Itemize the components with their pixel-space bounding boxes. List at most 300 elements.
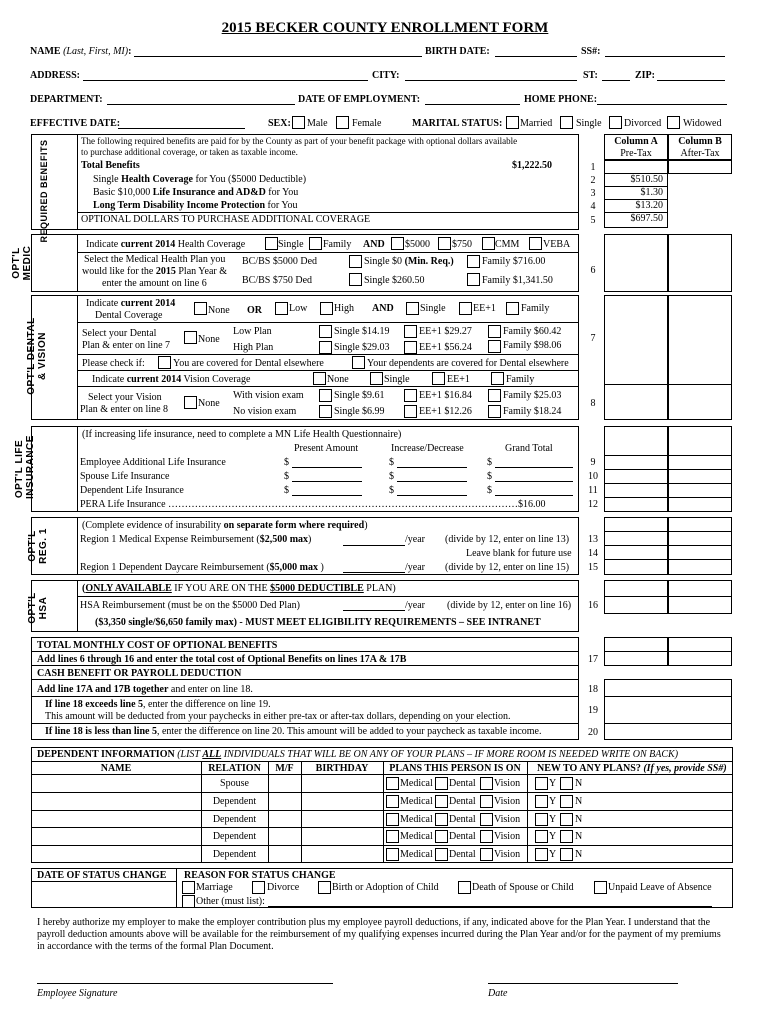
yes-label: Y xyxy=(549,831,557,843)
unpaid-leave-checkbox[interactable] xyxy=(594,881,607,894)
col-a-line-5: $697.50 xyxy=(604,212,668,228)
optional-dollars-row: OPTIONAL DOLLARS TO PURCHASE ADDITIONAL COVERAGE xyxy=(81,214,371,225)
column-a-sub: Pre-Tax xyxy=(620,148,652,159)
without-ee1-checkbox[interactable] xyxy=(404,405,417,418)
ssn-field[interactable] xyxy=(605,56,725,57)
dollar-sign: $ xyxy=(284,471,289,482)
col-a-line-11[interactable] xyxy=(604,483,668,498)
per-year-label: /year xyxy=(405,600,425,611)
employment-date-label: DATE OF EMPLOYMENT: xyxy=(298,94,421,105)
line-number: 3 xyxy=(590,188,596,199)
dental-side-label: OPT'L DENTAL & VISION xyxy=(26,317,48,395)
col-b-line-10[interactable] xyxy=(668,469,732,484)
low-ee1-checkbox[interactable] xyxy=(404,325,417,338)
dental-plan-none-label: None xyxy=(198,334,220,345)
col-a-life-blank xyxy=(604,426,668,456)
birth-adoption-checkbox[interactable] xyxy=(318,881,331,894)
line-number: 7 xyxy=(590,333,596,344)
department-field[interactable] xyxy=(107,104,295,105)
plan-checkbox[interactable] xyxy=(435,795,448,808)
dental-none-checkbox[interactable] xyxy=(194,302,207,315)
hsa-field[interactable] xyxy=(343,610,405,611)
medical-select-2: would like for the 2015 Plan Year & xyxy=(82,266,227,277)
single-260-checkbox[interactable] xyxy=(349,273,362,286)
vision-select-1: Select your Vision xyxy=(88,392,162,403)
plan-label: Medical xyxy=(400,795,433,807)
col-b-hsa-blank xyxy=(668,580,732,597)
veba-label: VEBA xyxy=(543,239,571,250)
relation-cell: Spouse xyxy=(220,778,249,789)
dental-none-label: None xyxy=(208,305,230,316)
increase-field[interactable] xyxy=(397,495,467,496)
col-a-line-12[interactable] xyxy=(604,497,668,512)
new-yes-checkbox[interactable] xyxy=(535,795,548,808)
add-17a-17b: Add line 17A and 17B together and enter on line 18. xyxy=(37,684,253,695)
with-family-checkbox[interactable] xyxy=(488,389,501,402)
dental-family-checkbox[interactable] xyxy=(506,302,519,315)
col-a-hsa-blank xyxy=(604,580,668,597)
line-number: 12 xyxy=(588,499,598,510)
vision-select-2: Plan & enter on line 8 xyxy=(80,404,169,415)
yes-label: Y xyxy=(549,849,557,861)
increase-field[interactable] xyxy=(397,481,467,482)
new-no-checkbox[interactable] xyxy=(560,813,573,826)
without-family-label: Family $18.24 xyxy=(503,406,562,417)
low-family-label: Family $60.42 xyxy=(503,326,562,337)
col-b-line-11[interactable] xyxy=(668,483,732,498)
female-label: Female xyxy=(352,118,382,129)
vision-single-label: Single xyxy=(384,374,410,385)
with-exam-label: With vision exam xyxy=(233,390,304,401)
marriage-label: Marriage xyxy=(196,882,233,893)
zip-field[interactable] xyxy=(657,80,725,81)
line-18-less: If line 18 is less than line 5, enter the difference on line 20. This amount will be added to your paycheck as taxable income. xyxy=(45,726,542,737)
col-a-total-blank xyxy=(604,637,668,652)
plan-checkbox[interactable] xyxy=(435,830,448,843)
life-side-label: OPT'L LIFE INSURANCE xyxy=(14,435,36,499)
dependents-title: DEPENDENT INFORMATION (LIST ALL INDIVIDUALS THAT WILL BE ON ANY OF YOUR PLANS – IF MORE ROOM IS NEEDED WRITE ON BACK) xyxy=(37,749,679,760)
line-number: 18 xyxy=(588,684,598,695)
ded-5000-checkbox[interactable] xyxy=(391,237,404,250)
med-family-checkbox[interactable] xyxy=(309,237,322,250)
divide-line-15: (divide by 12, enter on line 15) xyxy=(445,562,570,573)
death-checkbox[interactable] xyxy=(458,881,471,894)
employment-date-field[interactable] xyxy=(425,104,520,105)
vision-family-checkbox[interactable] xyxy=(491,372,504,385)
without-family-checkbox[interactable] xyxy=(488,405,501,418)
new-no-checkbox[interactable] xyxy=(560,848,573,861)
without-single-checkbox[interactable] xyxy=(319,405,332,418)
male-checkbox[interactable] xyxy=(292,116,305,129)
and-label: AND xyxy=(363,239,385,250)
col-b-line-14[interactable] xyxy=(668,545,732,560)
state-label: ST: xyxy=(583,70,598,81)
med-single-label: Single xyxy=(278,239,304,250)
plan-label: Vision xyxy=(494,795,521,807)
col-a-line-8[interactable] xyxy=(604,384,668,420)
signature-field[interactable] xyxy=(37,983,333,984)
female-checkbox[interactable] xyxy=(336,116,349,129)
plan-checkbox[interactable] xyxy=(480,830,493,843)
medical-indicate: Indicate current 2014 Health Coverage xyxy=(86,239,246,250)
line-number: 5 xyxy=(590,215,596,226)
authorization-line-3: in accordance with the terms of the formal Plan Document. xyxy=(37,941,274,952)
line-number: 1 xyxy=(590,162,596,173)
plan-checkbox[interactable] xyxy=(435,777,448,790)
present-amount-field[interactable] xyxy=(292,467,362,468)
per-year-label: /year xyxy=(405,534,425,545)
dollar-sign: $ xyxy=(284,485,289,496)
plan-label: Dental xyxy=(449,849,476,861)
status-reason-header: REASON FOR STATUS CHANGE xyxy=(184,870,336,881)
col-a-line-6[interactable] xyxy=(604,234,668,292)
plan-label: Medical xyxy=(400,849,433,861)
please-check-label: Please check if: xyxy=(82,358,145,369)
dental-high-label: High xyxy=(334,303,354,314)
high-family-label: Family $98.06 xyxy=(503,340,562,351)
zip-label: ZIP: xyxy=(635,70,655,81)
death-label: Death of Spouse or Child xyxy=(472,882,574,893)
without-ee1-label: EE+1 $12.26 xyxy=(419,406,472,417)
line-18-field[interactable] xyxy=(604,679,732,697)
new-no-checkbox[interactable] xyxy=(560,830,573,843)
dollar-sign: $ xyxy=(487,471,492,482)
col-a-line-7[interactable] xyxy=(604,295,668,385)
plan-checkbox[interactable] xyxy=(435,813,448,826)
dental-high-checkbox[interactable] xyxy=(320,302,333,315)
dental-ee1-label: EE+1 xyxy=(473,303,496,314)
col-a-line-14[interactable] xyxy=(604,545,668,560)
plan-label: Medical xyxy=(400,813,433,825)
home-phone-field[interactable] xyxy=(597,104,727,105)
col-a-line-15[interactable] xyxy=(604,559,668,575)
health-coverage-row: Single Health Coverage for You ($5000 Deductible) xyxy=(93,174,307,185)
new-yes-checkbox[interactable] xyxy=(535,830,548,843)
col-b-cell xyxy=(668,160,732,174)
col-a-line-13[interactable] xyxy=(604,531,668,546)
high-ee1-checkbox[interactable] xyxy=(404,341,417,354)
total-benefits-value: $1,222.50 xyxy=(512,160,552,171)
hsa-max-note: ($3,350 single/$6,650 family max) - MUST MEET ELIGIBILITY REQUIREMENTS – SEE INTRANET xyxy=(95,617,541,628)
low-family-checkbox[interactable] xyxy=(488,325,501,338)
with-ee1-label: EE+1 $16.84 xyxy=(419,390,472,401)
col-a-line-16[interactable] xyxy=(604,596,668,614)
plan-checkbox[interactable] xyxy=(435,848,448,861)
dental-low-label: Low xyxy=(289,303,308,314)
new-no-checkbox[interactable] xyxy=(560,777,573,790)
col-b-line-15[interactable] xyxy=(668,559,732,575)
column-a-title: Column A xyxy=(614,136,658,147)
col-name: NAME xyxy=(100,763,132,774)
line-number: 8 xyxy=(590,398,596,409)
increase-field[interactable] xyxy=(397,467,467,468)
line-number: 4 xyxy=(590,201,596,212)
col-a-line-4: $13.20 xyxy=(604,199,668,213)
cmm-checkbox[interactable] xyxy=(482,237,495,250)
spouse-life-label: Spouse Life Insurance xyxy=(80,471,170,482)
widowed-label: Widowed xyxy=(683,118,722,129)
plan-checkbox[interactable] xyxy=(386,813,399,826)
new-yes-checkbox[interactable] xyxy=(535,777,548,790)
with-ee1-checkbox[interactable] xyxy=(404,389,417,402)
new-yes-checkbox[interactable] xyxy=(535,813,548,826)
plan-checkbox[interactable] xyxy=(386,830,399,843)
vision-plan-none-checkbox[interactable] xyxy=(184,396,197,409)
medical-select-1: Select the Medical Health Plan you xyxy=(84,254,226,265)
line-number: 13 xyxy=(588,534,598,545)
ssn-label: SS#: xyxy=(581,46,601,57)
vision-ee1-label: EE+1 xyxy=(447,374,470,385)
col-mf: M/F xyxy=(275,763,294,774)
dental-indicate-2: Dental Coverage xyxy=(95,310,163,321)
veba-checkbox[interactable] xyxy=(529,237,542,250)
dollar-sign: $ xyxy=(389,485,394,496)
line-number: 15 xyxy=(588,562,598,573)
deduction-note: This amount will be deducted from your paychecks in either pre-tax or after-tax dollars, depending on your election. xyxy=(45,711,511,722)
med-single-checkbox[interactable] xyxy=(265,237,278,250)
dental-low-checkbox[interactable] xyxy=(275,302,288,315)
add-lines-6-16: Add lines 6 through 16 and enter the total cost of Optional Benefits on lines 17A & 17B xyxy=(37,654,407,665)
family-716-label: Family $716.00 xyxy=(482,256,546,267)
male-label: Male xyxy=(307,118,328,129)
column-b-title: Column B xyxy=(678,136,722,147)
col-b-line-16[interactable] xyxy=(668,596,732,614)
region1-daycare-field[interactable] xyxy=(343,572,405,573)
dental-select-1: Select your Dental xyxy=(82,328,157,339)
col-b-reg-blank xyxy=(668,517,732,532)
address-field[interactable] xyxy=(83,80,368,81)
plan-label: Dental xyxy=(449,778,476,789)
dental-plan-none-checkbox[interactable] xyxy=(184,331,197,344)
yes-label: Y xyxy=(549,813,557,825)
plan-label: Vision xyxy=(494,849,521,861)
plan-checkbox[interactable] xyxy=(386,777,399,790)
col-birthday: BIRTHDAY xyxy=(315,763,369,774)
vision-none-label: None xyxy=(327,374,349,385)
single-0-label: Single $0 (Min. Req.) xyxy=(364,256,454,267)
plan-label: Dental xyxy=(449,813,476,825)
ded-750-checkbox[interactable] xyxy=(438,237,451,250)
effective-date-label: EFFECTIVE DATE: xyxy=(30,118,121,129)
vision-none-checkbox[interactable] xyxy=(313,372,326,385)
low-single-label: Single $14.19 xyxy=(334,326,390,337)
dependents-elsewhere-checkbox[interactable] xyxy=(352,356,365,369)
bcbs-5000-label: BC/BS $5000 Ded xyxy=(242,256,318,267)
divorce-checkbox[interactable] xyxy=(252,881,265,894)
plan-label: Dental xyxy=(449,831,476,843)
signature-label: Employee Signature xyxy=(37,988,118,999)
plan-label: Vision xyxy=(494,778,521,789)
cash-benefit-header: CASH BENEFIT OR PAYROLL DEDUCTION xyxy=(37,668,242,679)
line-number: 17 xyxy=(588,654,598,665)
line-number: 14 xyxy=(588,548,598,559)
single-260-label: Single $260.50 xyxy=(364,275,425,286)
effective-date-field[interactable] xyxy=(118,128,245,129)
grand-total-field[interactable] xyxy=(495,495,573,496)
line-number: 6 xyxy=(590,265,596,276)
dependent-life-label: Dependent Life Insurance xyxy=(80,485,184,496)
present-amount-field[interactable] xyxy=(292,495,362,496)
present-amount-field[interactable] xyxy=(292,481,362,482)
no-label: N xyxy=(575,849,583,861)
relation-cell: Dependent xyxy=(212,813,257,825)
col-b-line-13[interactable] xyxy=(668,531,732,546)
dental-single-label: Single xyxy=(420,303,446,314)
plan-checkbox[interactable] xyxy=(480,848,493,861)
col-a-line-17[interactable] xyxy=(604,651,668,666)
vision-single-checkbox[interactable] xyxy=(370,372,383,385)
plan-label: Vision xyxy=(494,831,521,843)
birth-adoption-label: Birth or Adoption of Child xyxy=(332,882,439,893)
high-family-checkbox[interactable] xyxy=(488,340,501,353)
plan-label: Medical xyxy=(400,831,433,843)
plan-checkbox[interactable] xyxy=(480,777,493,790)
dollar-sign: $ xyxy=(487,485,492,496)
line-number: 9 xyxy=(590,457,596,468)
marital-status-label: MARITAL STATUS: xyxy=(412,118,503,129)
col-relation: RELATION xyxy=(208,763,261,774)
cmm-label: CMM xyxy=(495,239,520,250)
low-single-checkbox[interactable] xyxy=(319,325,332,338)
widowed-checkbox[interactable] xyxy=(667,116,680,129)
grand-total-field[interactable] xyxy=(495,481,573,482)
line-19-field[interactable] xyxy=(604,696,732,724)
dollar-sign: $ xyxy=(389,457,394,468)
divorced-checkbox[interactable] xyxy=(609,116,622,129)
other-checkbox[interactable] xyxy=(182,895,195,908)
dental-single-checkbox[interactable] xyxy=(406,302,419,315)
sex-label: SEX: xyxy=(268,118,291,129)
single-checkbox[interactable] xyxy=(560,116,573,129)
with-single-checkbox[interactable] xyxy=(319,389,332,402)
line-number: 11 xyxy=(588,485,598,496)
with-single-label: Single $9.61 xyxy=(334,390,385,401)
other-label: Other (must list): xyxy=(196,896,265,907)
plan-checkbox[interactable] xyxy=(480,795,493,808)
region1-medical-field[interactable] xyxy=(343,545,405,546)
line-20-field[interactable] xyxy=(604,723,732,740)
no-label: N xyxy=(575,813,583,825)
line-number: 16 xyxy=(588,600,598,611)
or-label: OR xyxy=(247,305,262,316)
dental-indicate-1: Indicate current 2014 xyxy=(86,298,176,309)
divorced-label: Divorced xyxy=(624,118,662,129)
married-checkbox[interactable] xyxy=(506,116,519,129)
vision-family-label: Family xyxy=(506,374,535,385)
col-b-line-17[interactable] xyxy=(668,651,732,666)
region1-daycare-label: Region 1 Dependent Daycare Reimbursement ($5,000 max ) xyxy=(80,562,324,573)
other-field[interactable] xyxy=(268,906,712,907)
col-b-line-7[interactable] xyxy=(668,295,732,385)
department-label: DEPARTMENT: xyxy=(30,94,103,105)
total-benefits-label: Total Benefits xyxy=(81,160,140,171)
single-0-checkbox[interactable] xyxy=(349,255,362,268)
family-1341-checkbox[interactable] xyxy=(467,273,480,286)
per-year-label: /year xyxy=(405,562,425,573)
no-label: N xyxy=(575,831,583,843)
line-number: 20 xyxy=(588,727,598,738)
col-b-line-8[interactable] xyxy=(668,384,732,420)
col-b-life-blank xyxy=(668,426,732,456)
marriage-checkbox[interactable] xyxy=(182,881,195,894)
dental-ee1-checkbox[interactable] xyxy=(459,302,472,315)
covered-elsewhere-checkbox[interactable] xyxy=(158,356,171,369)
without-single-label: Single $6.99 xyxy=(334,406,385,417)
birth-date-field[interactable] xyxy=(495,56,577,57)
divide-line-16: (divide by 12, enter on line 16) xyxy=(447,600,572,611)
plan-checkbox[interactable] xyxy=(386,848,399,861)
med-family-label: Family xyxy=(323,239,352,250)
dollar-sign: $ xyxy=(284,457,289,468)
low-plan-label: Low Plan xyxy=(233,326,272,337)
dental-select-2: Plan & enter on line 7 xyxy=(82,340,171,351)
region1-medical-label: Region 1 Medical Expense Reimbursement ($2,500 max) xyxy=(80,534,312,545)
single-label: Single xyxy=(576,118,602,129)
family-716-checkbox[interactable] xyxy=(467,255,480,268)
family-1341-label: Family $1,341.50 xyxy=(482,275,553,286)
high-plan-label: High Plan xyxy=(233,342,274,353)
with-family-label: Family $25.03 xyxy=(503,390,562,401)
hsa-reimbursement-label: HSA Reimbursement (must be on the $5000 Ded Plan) xyxy=(80,600,300,611)
new-yes-checkbox[interactable] xyxy=(535,848,548,861)
new-no-checkbox[interactable] xyxy=(560,795,573,808)
bcbs-750-label: BC/BS $750 Ded xyxy=(242,275,313,286)
city-field[interactable] xyxy=(405,80,577,81)
dollar-sign: $ xyxy=(487,457,492,468)
line-number: 2 xyxy=(590,175,596,186)
plan-checkbox[interactable] xyxy=(386,795,399,808)
divide-line-13: (divide by 12, enter on line 13) xyxy=(445,534,570,545)
low-ee1-label: EE+1 $29.27 xyxy=(419,326,472,337)
yes-label: Y xyxy=(549,795,557,807)
date-field[interactable] xyxy=(488,983,678,984)
form-title: 2015 BECKER COUNTY ENROLLMENT FORM xyxy=(221,20,549,36)
ded-5000-label: $5000 xyxy=(405,239,430,250)
col-a-cell xyxy=(604,160,668,174)
authorization-line-1: I hereby authorize my employer to make the employer contribution plus my employee payroll deductions, if any, indicated above for the Plan Year. I understand that the xyxy=(37,917,711,928)
address-label: ADDRESS: xyxy=(30,70,81,81)
required-benefits-side-label: REQUIRED BENEFITS xyxy=(39,139,49,243)
col-plans: PLANS THIS PERSON IS ON xyxy=(389,763,521,774)
medical-select-3: enter the amount on line 6 xyxy=(102,278,207,289)
no-label: N xyxy=(575,778,583,789)
col-b-line-6[interactable] xyxy=(668,234,732,292)
col-b-line-12[interactable] xyxy=(668,497,732,512)
leave-blank-label: Leave blank for future use xyxy=(466,548,572,559)
unpaid-leave-label: Unpaid Leave of Absence xyxy=(608,882,712,893)
col-a-line-10[interactable] xyxy=(604,469,668,484)
reg1-side-label: OPT'L REG. 1 xyxy=(27,528,49,564)
total-monthly-cost: TOTAL MONTHLY COST OF OPTIONAL BENEFITS xyxy=(37,640,278,651)
col-b-total-blank xyxy=(668,637,732,652)
life-note: (If increasing life insurance, need to complete a MN Life Health Questionnaire) xyxy=(82,429,402,440)
line-18-exceeds: If line 18 exceeds line 5, enter the difference on line 19. xyxy=(45,699,271,710)
high-ee1-label: EE+1 $56.24 xyxy=(419,342,472,353)
vision-plan-none-label: None xyxy=(198,398,220,409)
high-single-checkbox[interactable] xyxy=(319,341,332,354)
state-field[interactable] xyxy=(602,80,630,81)
dependents-elsewhere-label: Your dependents are covered for Dental elsewhere xyxy=(367,358,569,369)
plan-label: Vision xyxy=(494,813,521,825)
hsa-availability: (ONLY AVAILABLE IF YOU ARE ON THE $5000 DEDUCTIBLE PLAN) xyxy=(82,583,396,594)
col-b-line-9[interactable] xyxy=(668,455,732,470)
life-insurance-row: Basic $10,000 Life Insurance and AD&D for You xyxy=(93,187,299,198)
plan-checkbox[interactable] xyxy=(480,813,493,826)
name-field[interactable] xyxy=(134,56,422,57)
vision-ee1-checkbox[interactable] xyxy=(432,372,445,385)
grand-total-field[interactable] xyxy=(495,467,573,468)
col-a-line-9[interactable] xyxy=(604,455,668,470)
